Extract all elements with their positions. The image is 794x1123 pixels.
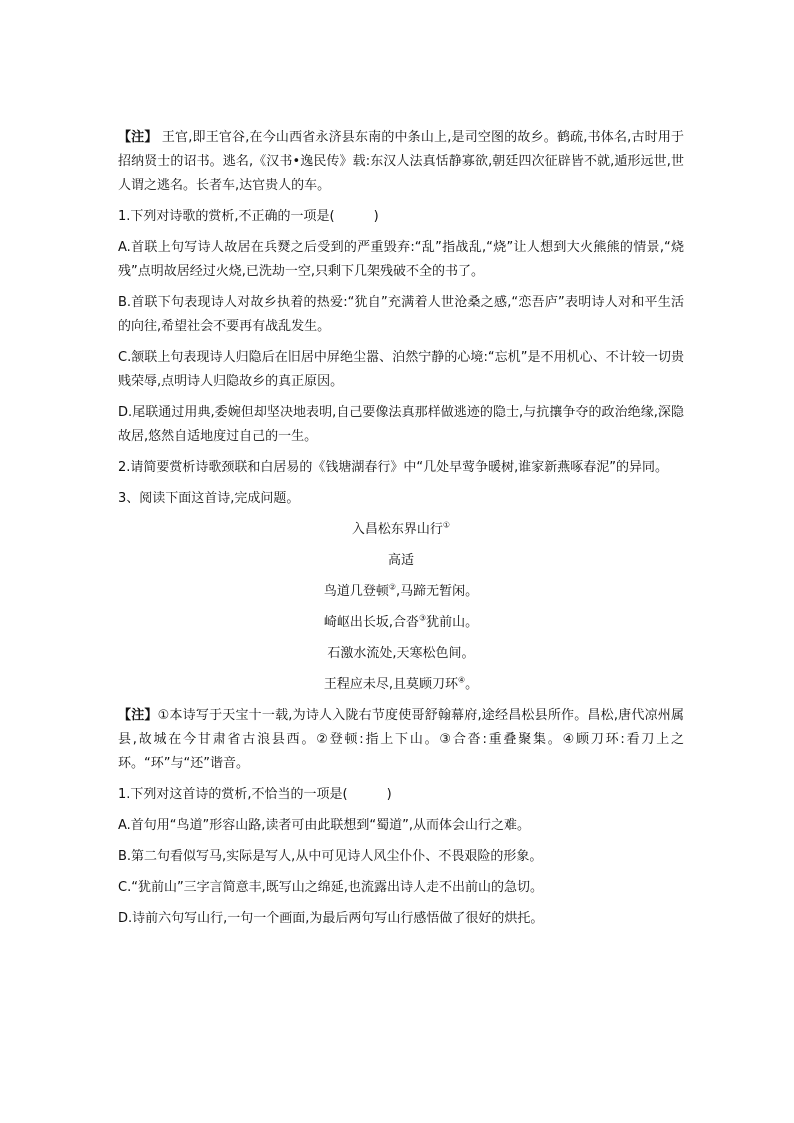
note-text: 王官,即王官谷,在今山西省永济县东南的中条山上,是司空图的故乡。鹤疏,书体名,古时用于招纳贤士的诏书。逃名,《汉书•逸民传》载:东汉人法真恬静寡欲,朝廷四次征辟皆不就,遁形远世,世人谓之逃名。长者车,达官贵人的车。	[118, 130, 684, 193]
document-content	[118, 126, 684, 938]
note-paragraph-1	[118, 126, 684, 198]
note-tag: 【注】	[118, 708, 158, 723]
poem-title-text: 入昌松东界山行	[351, 522, 443, 537]
question-3-option-b: B.第二句看似写马,实际是写人,从中可见诗人风尘仆仆、不畏艰险的形象。	[118, 849, 543, 864]
poem-line	[118, 642, 684, 666]
question-1-stem: 1.下列对诗歌的赏析,不正确的一项是( )	[118, 209, 379, 224]
poem-line-text: 鸟道几登顿	[323, 584, 389, 599]
question-1-option-c: C.颔联上句表现诗人归隐后在旧居中屏绝尘嚣、泊然宁静的心境:“忘机”是不用机心、不计较一切贵贱荣辱,点明诗人归隐故乡的真正原因。	[118, 350, 684, 389]
poem-line	[118, 673, 684, 697]
footnote-marker: ①	[442, 520, 451, 530]
note-tag: 【注】	[118, 130, 158, 145]
poem-line-text: 犹前山。	[426, 615, 479, 630]
question-2: 2.请简要赏析诗歌颈联和白居易的《钱塘湖春行》中“几处早莺争暖树,谁家新燕啄春泥”的异同。	[118, 460, 669, 475]
poem-line-text: 崎岖出长坂,合沓	[323, 615, 419, 630]
question-3-option-a: A.首句用“鸟道”形容山路,读者可由此联想到“蜀道”,从而体会山行之难。	[118, 818, 531, 833]
question-1-option-a: A.首联上句写诗人故居在兵燹之后受到的严重毁弃:“乱”指战乱,“烧”让人想到大火熊熊的情景,“烧残”点明故居经过火烧,已洗劫一空,只剩下几架残破不全的书了。	[118, 240, 684, 279]
question-3-option-d: D.诗前六句写山行,一句一个画面,为最后两句写山行感悟做了很好的烘托。	[118, 911, 544, 926]
question-1-option-b: B.首联下句表现诗人对故乡执着的热爱:“犹自”充满着人世沧桑之感,“恋吾庐”表明诗人对和平生活的向往,希望社会不要再有战乱发生。	[118, 295, 684, 334]
note-text: ①本诗写于天宝十一载,为诗人入陇右节度使哥舒翰幕府,途经昌松县所作。昌松,唐代凉州属县,故城在今甘肃省古浪县西。②登顿:指上下山。③合沓:重叠聚集。④顾刀环:看刀上之环。“环”与“还”谐音。	[118, 708, 684, 771]
question-1-option-d: D.尾联通过用典,委婉但却坚决地表明,自己要像法真那样做逃迹的隐士,与抗攘争夺的政治绝缘,深隐故居,悠然自适地度过自己的一生。	[118, 405, 684, 444]
question-3-option-c: C.“犹前山”三字言简意丰,既写山之绵延,也流露出诗人走不出前山的急切。	[118, 880, 543, 895]
poem-title	[118, 518, 684, 542]
footnote-marker: ③	[418, 613, 427, 623]
question-3-stem: 1.下列对这首诗的赏析,不恰当的一项是( )	[118, 787, 392, 802]
poem-author: 高适	[387, 553, 414, 568]
footnote-marker: ④	[457, 675, 466, 685]
poem-line-text: 。	[465, 677, 479, 692]
poem-line-text: 石激水流处,天寒松色间。	[327, 646, 475, 661]
poem-line-text: ,马蹄无暂闲。	[396, 584, 479, 599]
poem-line	[118, 580, 684, 604]
poem-line	[118, 611, 684, 635]
footnote-marker: ②	[388, 582, 397, 592]
section-3-heading: 3、阅读下面这首诗,完成问题。	[118, 491, 300, 506]
poem-line-text: 王程应未尽,且莫顾刀环	[323, 677, 458, 692]
note-paragraph-2	[118, 704, 684, 776]
